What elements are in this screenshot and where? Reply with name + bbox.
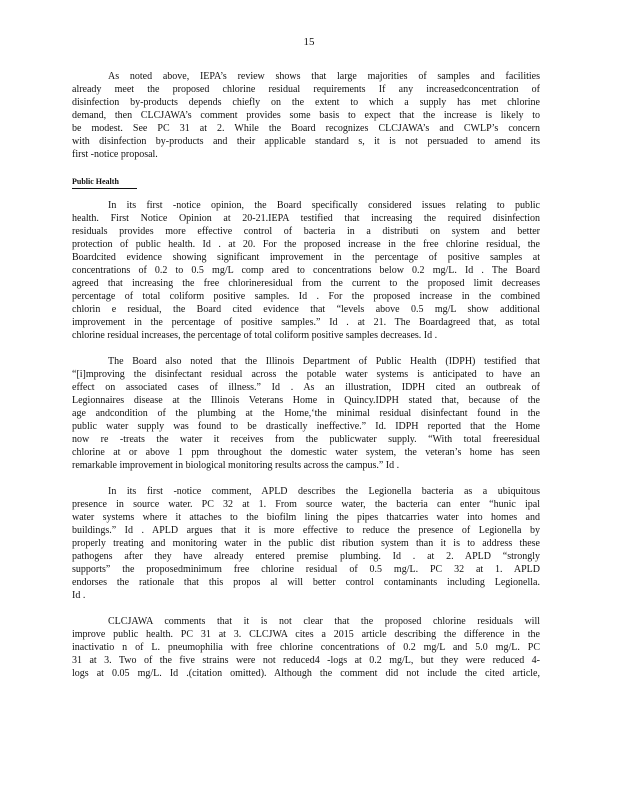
text-line: with disinfection by-products and their applicable standard s, it is not persuaded to amend its (72, 136, 540, 147)
text-line: presence in source water. PC 32 at 1. From source water, the bacteria can enter “hunic ipal (72, 499, 540, 510)
section-heading-public-health: Public Health (72, 176, 137, 189)
text-line: Legionnaires disease at the Illinois Veterans Home in Quincy.IDPH stated that, because of the (72, 395, 540, 406)
text-line: inactivatio n of L. pneumophilia with free chlorine concentrations of 0.2 mg/L and 5.0 mg/L. PC (72, 642, 540, 653)
text-line: logs at 0.05 mg/L. Id .(citation omitted). Although the comment did not include the cited article, (72, 668, 540, 679)
text-line: percentage of total coliform positive samples. Id . For the proposed increase in the combined (72, 291, 540, 302)
text-line: In its first -notice comment, APLD describes the Legionella bacteria as a ubiquitous (108, 486, 540, 497)
text-line: public water supply was found to be drastically ineffective.” Id. IDPH reported that the Home (72, 421, 540, 432)
text-line: pathogens after they have already entered premise plumbing. Id . at 2. APLD “strongly (72, 551, 540, 562)
text-line: be modest. See PC 31 at 2. While the Board recognizes CLCJAWA’s and CWLP’s concern (72, 123, 540, 134)
text-line: effect on associated cases of illness.” Id . As an illustration, IDPH cited an outbreak of (72, 382, 540, 393)
text-line: health. First Notice Opinion at 20-21.IEPA testified that increasing the required disinfection (72, 213, 540, 224)
text-line: remarkable improvement in biological monitoring results across the campus.” Id . (72, 460, 400, 471)
text-line: concentrations of 0.2 to 0.5 mg/L comp ared to concentrations below 0.2 mg/L. Id . The Board (72, 265, 540, 276)
page-body (72, 70, 540, 680)
paragraph-idph-testimony (72, 355, 540, 472)
text-line: chlorine at or above 1 ppm throughout the domestic water system, the veteran’s home has seen (72, 447, 540, 458)
text-line: improve public health. PC 31 at 3. CLCJWA cites a 2015 article describing the difference in the (72, 629, 540, 640)
text-line: Id . (72, 590, 86, 601)
text-line: agreed that increasing the free chlorineresidual from the current to the proposed limit decreases (72, 278, 540, 289)
text-line: Boardcited evidence showing significant improvement in the percentage of positive samples at (72, 252, 540, 263)
paragraph-clcjawa-comments (72, 615, 540, 680)
text-line: As noted above, IEPA’s review shows that large majorities of samples and facilities (108, 71, 540, 82)
text-line: endorses the rationale that this propos al will better control contaminants including Legionella. (72, 577, 540, 588)
text-line: “[i]mproving the disinfectant residual across the potable water systems is anticipated to have an (72, 369, 540, 380)
text-line: protection of public health. Id . at 20. For the proposed increase in the free chlorine residual, the (72, 239, 540, 250)
page-number: 15 (303, 36, 315, 48)
text-line: buildings.” Id . APLD argues that it is more effective to reduce the presence of Legionella by (72, 525, 540, 536)
text-line: demand, then CLCJAWA’s comment provides some basis to expect that the increase is likely to (72, 110, 540, 121)
text-line: CLCJAWA comments that it is not clear that the proposed chlorine residuals will (108, 616, 540, 627)
text-line: 31 at 3. Two of the five strains were not reduced4 -logs at 0.2 mg/L, but they were reduced 4- (72, 655, 540, 666)
text-line: residuals provides more effective control of bacteria in a distributi on system and better (72, 226, 540, 237)
paragraph-first-notice-opinion (72, 199, 540, 342)
text-line: already meet the proposed chlorine residual requirements If any increasedconcentration of (72, 84, 540, 95)
text-line: chlorin e residual, the Board cited evidence that “levels above 0.5 mg/L show additional (72, 304, 540, 315)
text-line: In its first -notice opinion, the Board specifically considered issues relating to public (108, 200, 540, 211)
text-line: disinfection by-products depends chiefly on the extent to which a supply has met chlorine (72, 97, 540, 108)
text-line: supports” the proposedminimum free chlorine residual of 0.5 mg/L. PC 32 at 1. APLD (72, 564, 540, 575)
text-line: now re -treats the water it receives from the publicwater supply. “With total freeresidual (72, 434, 540, 445)
text-line: properly treating and monitoring water in the public dist ribution system than it is to address these (72, 538, 540, 549)
text-line: age andcondition of the plumbing at the Home,‘the minimal residual disinfectant found in the (72, 408, 540, 419)
text-line: The Board also noted that the Illinois Department of Public Health (IDPH) testified that (108, 356, 540, 367)
text-line: water systems where it attaches to the biofilm lining the pipes thatcarries water into homes and (72, 512, 540, 523)
text-line: chlorine residual increases, the percentage of total coliform positive samples decreases. Id . (72, 330, 438, 341)
text-line: improvement in the percentage of positive samples.” Id . at 21. The Boardagreed that, as total (72, 317, 540, 328)
text-line: first -notice proposal. (72, 149, 158, 160)
paragraph-apld-comment (72, 485, 540, 602)
paragraph-iepa-review (72, 70, 540, 161)
